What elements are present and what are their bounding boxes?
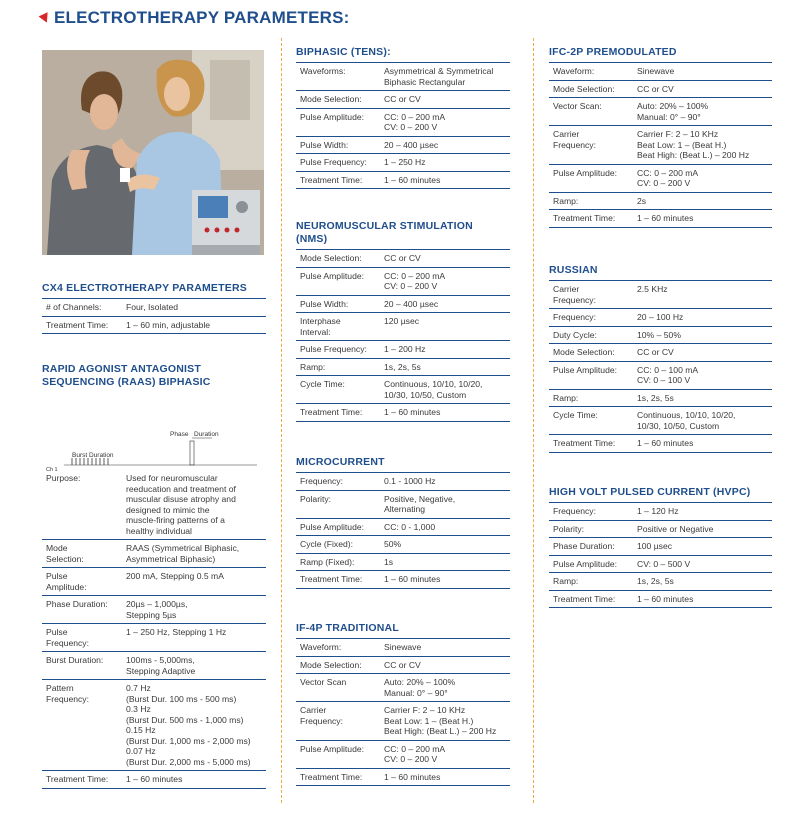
- ifc2p-title: IFC-2P PREMODULATED: [549, 46, 772, 63]
- nms-rows: [296, 250, 510, 422]
- param-value: 1 – 60 minutes: [384, 407, 441, 417]
- param-value: 0.7 Hz (Burst Dur. 100 ms - 500 ms) 0.3 Hz (Burst Dur. 500 ms - 1,000 ms) 0.15 Hz (Burst Dur. 1,000 ms - 2,000 ms) 0.07 Hz (Burst Dur. 2,000 ms - 5,000 ms): [126, 683, 251, 767]
- param-label: Treatment Time:: [553, 213, 616, 223]
- param-row: [42, 540, 266, 568]
- param-value: 20 – 400 µsec: [384, 298, 439, 309]
- param-value: 100ms - 5,000ms, Stepping Adaptive: [126, 655, 196, 676]
- therapy-photo-illustration: [42, 50, 264, 255]
- param-row: [549, 126, 772, 165]
- param-label: Carrier Frequency:: [553, 284, 596, 305]
- param-row: [42, 680, 266, 771]
- param-row: [296, 250, 510, 268]
- param-label: Frequency:: [553, 506, 596, 516]
- nms-title-line1: NEUROMUSCULAR STIMULATION: [296, 220, 473, 232]
- param-row: [549, 521, 772, 539]
- waveform-svg: [42, 396, 266, 476]
- param-label: Mode Selection:: [553, 347, 615, 357]
- param-label: Pulse Amplitude:: [553, 167, 618, 178]
- param-label: Polarity:: [300, 493, 332, 504]
- param-value: CC or CV: [384, 253, 421, 263]
- param-value: Carrier F: 2 – 10 KHz Beat Low: 1 – (Beat H.) Beat High: (Beat L.) – 200 Hz: [384, 705, 497, 736]
- param-row: [549, 407, 772, 435]
- param-row: [296, 404, 510, 422]
- phase-label: Phase: [170, 431, 189, 438]
- param-value: Sinewave: [384, 642, 422, 652]
- russian-rows: [549, 281, 772, 453]
- param-label: Duty Cycle:: [553, 329, 597, 340]
- param-row: [296, 359, 510, 377]
- param-label: Pulse Amplitude:: [46, 571, 87, 592]
- param-label: Treatment Time:: [553, 593, 616, 604]
- param-label: Treatment Time:: [300, 407, 363, 417]
- raas-rows: [42, 470, 266, 789]
- param-value: Four, Isolated: [126, 302, 179, 312]
- param-label: Ramp:: [553, 576, 579, 586]
- param-value: 1s: [384, 556, 394, 567]
- param-label: Carrier Frequency:: [553, 129, 596, 150]
- param-row: [549, 98, 772, 126]
- param-label: Pulse Amplitude:: [300, 111, 365, 122]
- biphasic-rows: [296, 63, 510, 189]
- param-row: [42, 596, 266, 624]
- param-value: Auto: 20% – 100% Manual: 0° – 90°: [384, 677, 456, 698]
- column-divider: [281, 38, 282, 803]
- param-row: [296, 341, 510, 359]
- param-value: 1s, 2s, 5s: [384, 361, 421, 372]
- param-value: CC: 0 – 100 mA CV: 0 – 100 V: [637, 364, 699, 385]
- param-value: 0.1 - 1000 Hz: [384, 476, 436, 486]
- param-row: [549, 573, 772, 591]
- page-title-text: ELECTROTHERAPY PARAMETERS:: [54, 8, 350, 27]
- param-value: CC: 0 – 200 mA CV: 0 – 200 V: [384, 270, 446, 291]
- param-value: CV: 0 – 500 V: [637, 558, 691, 569]
- hvpc-section: [549, 486, 772, 608]
- param-label: Vector Scan:: [553, 101, 602, 111]
- param-row: [549, 281, 772, 309]
- param-row: [42, 470, 266, 540]
- param-label: Pulse Width:: [300, 139, 349, 150]
- param-label: Frequency:: [300, 476, 343, 486]
- param-value: CC or CV: [637, 83, 674, 94]
- russian-title: RUSSIAN: [549, 264, 772, 281]
- param-row: [549, 503, 772, 521]
- param-label: Phase Duration:: [553, 541, 615, 551]
- param-label: Pulse Frequency:: [46, 627, 89, 648]
- param-row: [549, 538, 772, 556]
- param-label: Ramp:: [553, 195, 579, 206]
- therapy-photo: [42, 50, 264, 255]
- param-value: 2s: [637, 195, 647, 206]
- ifc2p-section: [549, 46, 772, 228]
- param-row: [42, 624, 266, 652]
- param-label: Treatment Time:: [300, 771, 363, 782]
- param-label: Treatment Time:: [300, 574, 363, 584]
- if4p-title: IF-4P TRADITIONAL: [296, 622, 510, 639]
- param-row: [296, 657, 510, 675]
- param-label: Waveform:: [300, 642, 342, 652]
- ch1-label: Ch 1: [46, 467, 58, 473]
- param-label: Purpose:: [46, 473, 81, 483]
- param-value: CC: 0 – 200 mA CV: 0 – 200 V: [384, 111, 446, 132]
- duration-label: Duration: [194, 431, 219, 438]
- param-row: [549, 344, 772, 362]
- param-value: 1 – 60 minutes: [384, 174, 441, 185]
- param-value: CC: 0 – 200 mA CV: 0 – 200 V: [384, 743, 446, 764]
- param-value: Auto: 20% – 100% Manual: 0° – 90°: [637, 101, 709, 122]
- cx4-rows: [42, 299, 266, 334]
- param-label: Vector Scan: [300, 677, 347, 687]
- param-row: [296, 473, 510, 491]
- param-label: Pulse Frequency:: [300, 157, 367, 167]
- param-value: CC or CV: [384, 94, 421, 104]
- param-label: Cycle Time:: [553, 410, 598, 420]
- param-row: [296, 491, 510, 519]
- param-row: [296, 313, 510, 341]
- raas-title-line1: RAPID AGONIST ANTAGONIST: [42, 363, 201, 375]
- param-row: [549, 362, 772, 390]
- param-value: 20 – 100 Hz: [637, 312, 684, 322]
- param-label: Phase Duration:: [46, 599, 108, 609]
- param-row: [549, 556, 772, 574]
- param-row: [549, 309, 772, 327]
- biphasic-section: [296, 46, 510, 189]
- ifc2p-rows: [549, 63, 772, 228]
- raas-title-line2: SEQUENCING (RAAS) BIPHASIC: [42, 376, 211, 388]
- param-row: [296, 376, 510, 404]
- param-row: [296, 519, 510, 537]
- param-label: Pulse Amplitude:: [553, 364, 618, 375]
- param-row: [296, 702, 510, 741]
- param-value: 200 mA, Stepping 0.5 mA: [126, 571, 224, 581]
- biphasic-title: BIPHASIC (TENS):: [296, 46, 510, 63]
- param-value: 1s, 2s, 5s: [637, 576, 674, 586]
- param-value: CC or CV: [637, 347, 674, 357]
- hvpc-rows: [549, 503, 772, 608]
- param-value: 1 – 60 minutes: [384, 574, 441, 584]
- if4p-section: [296, 622, 510, 786]
- param-value: 50%: [384, 539, 402, 549]
- param-label: Treatment Time:: [300, 174, 363, 185]
- burst-pulses: [72, 458, 108, 465]
- param-label: Interphase Interval:: [300, 316, 341, 337]
- param-value: 20 – 400 µsec: [384, 139, 439, 150]
- russian-section: [549, 264, 772, 453]
- param-row: [296, 91, 510, 109]
- param-value: 1 – 60 minutes: [637, 593, 694, 604]
- param-value: CC: 0 – 200 mA CV: 0 – 200 V: [637, 167, 699, 188]
- param-label: Pulse Amplitude:: [300, 270, 365, 281]
- param-value: 1s, 2s, 5s: [637, 392, 674, 403]
- param-row: [296, 268, 510, 296]
- param-label: Treatment Time:: [553, 438, 616, 448]
- param-label: Treatment Time:: [46, 774, 109, 784]
- param-label: Burst Duration:: [46, 655, 104, 665]
- param-row: [296, 554, 510, 572]
- param-label: Ramp:: [300, 361, 326, 372]
- param-label: Frequency:: [553, 312, 596, 322]
- hvpc-title: HIGH VOLT PULSED CURRENT (HVPC): [549, 486, 772, 503]
- param-row: [296, 639, 510, 657]
- nms-title: [296, 220, 510, 250]
- param-value: 1 – 120 Hz: [637, 506, 679, 516]
- param-label: Pulse Amplitude:: [300, 743, 365, 754]
- param-value: Asymmetrical & Symmetrical Biphasic Rectangular: [384, 66, 494, 87]
- param-row: [296, 137, 510, 155]
- param-label: Mode Selection:: [46, 543, 84, 564]
- param-label: Polarity:: [553, 523, 585, 534]
- raas-params: [42, 470, 266, 789]
- param-label: Mode Selection:: [300, 253, 362, 263]
- param-label: Mode Selection:: [553, 83, 615, 94]
- param-label: Waveform:: [553, 66, 595, 76]
- param-label: Pulse Amplitude:: [300, 521, 365, 532]
- param-label: Waveforms:: [300, 66, 346, 76]
- param-label: Pulse Frequency:: [300, 344, 367, 354]
- param-value: 1 – 250 Hz: [384, 157, 426, 167]
- cx4-section: [42, 282, 266, 334]
- page-title: [40, 8, 349, 28]
- cx4-title: CX4 ELECTROTHERAPY PARAMETERS: [42, 282, 266, 299]
- param-label: Treatment Time:: [46, 319, 109, 330]
- param-value: 1 – 60 minutes: [637, 213, 694, 223]
- param-row: [296, 741, 510, 769]
- param-label: Ramp:: [553, 392, 579, 403]
- param-value: 1 – 60 minutes: [126, 774, 183, 784]
- param-row: [42, 771, 266, 789]
- param-row: [549, 327, 772, 345]
- param-row: [296, 536, 510, 554]
- param-label: Ramp (Fixed):: [300, 556, 355, 567]
- param-label: # of Channels:: [46, 302, 102, 312]
- param-label: Mode Selection:: [300, 94, 362, 104]
- param-row: [296, 154, 510, 172]
- param-row: [549, 210, 772, 228]
- microcurrent-rows: [296, 473, 510, 589]
- param-label: Cycle Time:: [300, 379, 345, 389]
- param-value: 100 µsec: [637, 541, 673, 551]
- param-value: Continuous, 10/10, 10/20, 10/30, 10/50, Custom: [384, 379, 483, 400]
- nms-section: [296, 220, 510, 422]
- param-value: 1 – 250 Hz, Stepping 1 Hz: [126, 627, 227, 637]
- param-row: [42, 317, 266, 335]
- param-value: 1 – 200 Hz: [384, 344, 426, 354]
- raas-title: [42, 363, 266, 392]
- param-label: Pulse Width:: [300, 298, 349, 309]
- param-row: [549, 435, 772, 453]
- param-row: [42, 568, 266, 596]
- param-row: [549, 165, 772, 193]
- param-value: 20µs – 1,000µs, Stepping 5µs: [126, 599, 188, 620]
- param-label: Mode Selection:: [300, 659, 362, 670]
- nms-title-line2: (NMS): [296, 233, 328, 245]
- param-row: [549, 390, 772, 408]
- param-value: CC: 0 - 1,000: [384, 521, 436, 532]
- param-value: Used for neuromuscular reeducation and treatment of muscular disuse atrophy and designed to mimic the muscle-firing patterns of a healthy individual: [126, 473, 236, 536]
- param-row: [296, 172, 510, 190]
- param-row: [549, 63, 772, 81]
- param-value: 10% – 50%: [637, 329, 681, 340]
- param-row: [549, 591, 772, 609]
- microcurrent-title: MICROCURRENT: [296, 456, 510, 473]
- column-divider: [533, 38, 534, 803]
- param-row: [296, 296, 510, 314]
- param-row: [296, 63, 510, 91]
- param-row: [549, 81, 772, 99]
- param-row: [296, 109, 510, 137]
- param-label: Pattern Frequency:: [46, 683, 89, 704]
- param-row: [296, 769, 510, 787]
- phase-pulse-box: [190, 441, 194, 465]
- param-value: 1 – 60 minutes: [384, 771, 441, 782]
- param-value: Continuous, 10/10, 10/20, 10/30, 10/50, Custom: [637, 410, 736, 431]
- param-value: 1 – 60 minutes: [637, 438, 694, 448]
- param-value: 120 µsec: [384, 316, 420, 326]
- if4p-rows: [296, 639, 510, 786]
- param-label: Cycle (Fixed):: [300, 539, 354, 549]
- param-value: 2.5 KHz: [637, 284, 668, 294]
- raas-section: [42, 363, 266, 476]
- param-label: Pulse Amplitude:: [553, 558, 618, 569]
- param-row: [296, 674, 510, 702]
- microcurrent-section: [296, 456, 510, 589]
- arrow-mark-icon: [39, 12, 52, 24]
- param-value: 1 – 60 min, adjustable: [126, 319, 211, 330]
- param-row: [296, 571, 510, 589]
- param-value: Sinewave: [637, 66, 675, 76]
- param-row: [549, 193, 772, 211]
- param-row: [42, 299, 266, 317]
- param-value: Positive or Negative: [637, 523, 714, 534]
- param-value: CC or CV: [384, 659, 421, 670]
- burst-duration-label: Burst Duration: [72, 452, 114, 459]
- raas-waveform-diagram: [42, 396, 266, 476]
- param-value: Carrier F: 2 – 10 KHz Beat Low: 1 – (Beat H.) Beat High: (Beat L.) – 200 Hz: [637, 129, 750, 160]
- param-value: Positive, Negative, Alternating: [384, 493, 456, 514]
- param-row: [42, 652, 266, 680]
- param-value: RAAS (Symmetrical Biphasic, Asymmetrical Biphasic): [126, 543, 240, 564]
- param-label: Carrier Frequency:: [300, 705, 343, 726]
